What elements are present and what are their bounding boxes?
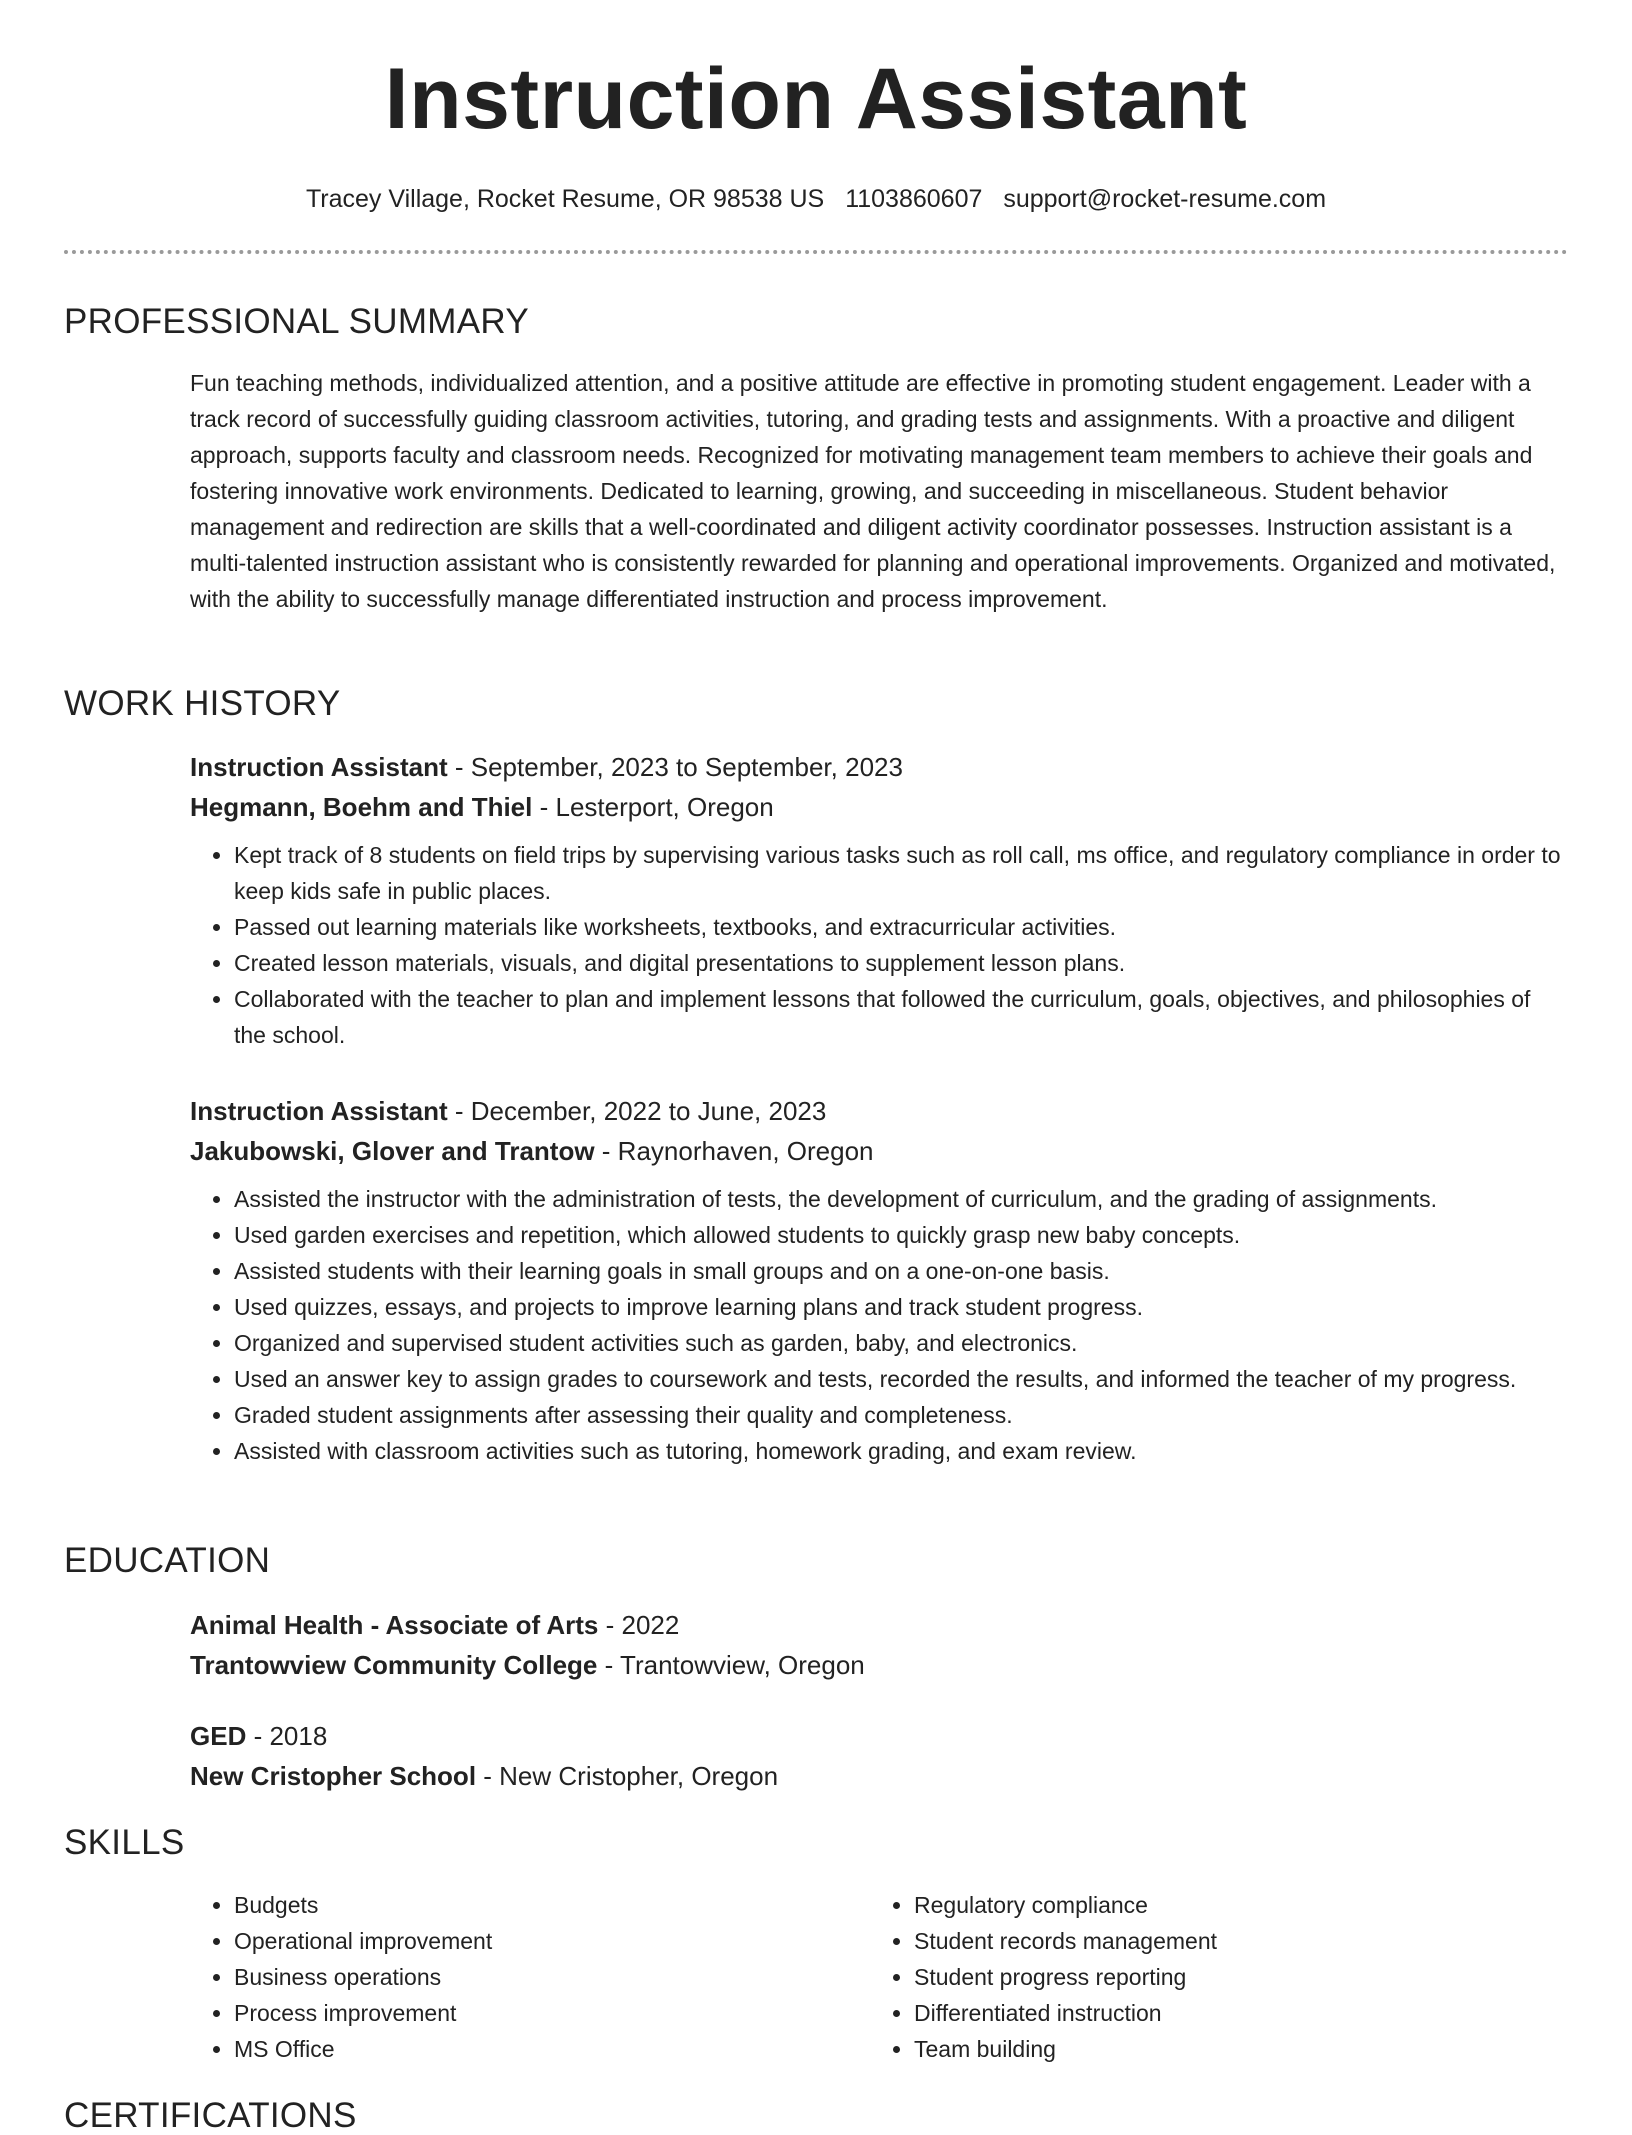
- skill-item: • Differentiated instruction: [914, 1995, 1217, 2031]
- summary-text: Fun teaching methods, individualized attention, and a positive attitude are effective in promoting student engagement. Leader with a track record of successfully guiding classroom activities, tutoring, and grading tests and assignments. With a proactive and diligent approach, supports faculty and classroom needs. Recognized for motivating management team members to achieve their goals and fostering innovative work environments. Dedicated to learning, growing, and succeeding in miscellaneous. Student behavior management and redirection are skills that a well-coordinated and diligent activity coordinator possesses. Instruction assistant is a multi-talented instruction assistant who is consistently rewarded for planning and operational improvements. Organized and motivated, with the ability to successfully manage differentiated instruction and process improvement.: [190, 370, 1556, 612]
- education-school: Trantowview Community College: [190, 1650, 598, 1680]
- job-bullet: • Kept track of 8 students on field trips by supervising various tasks such as roll call, ms office, and regulatory compliance in order to keep kids safe in public places.: [234, 837, 1562, 909]
- job-bullet: • Assisted the instructor with the administration of tests, the development of curriculum, and the grading of assignments.: [234, 1181, 1562, 1217]
- resume-name-heading: Instruction Assistant: [384, 51, 1248, 147]
- job-company: Hegmann, Boehm and Thiel: [190, 792, 533, 822]
- section-title-education: EDUCATION: [64, 1541, 271, 1580]
- section-title-certifications: CERTIFICATIONS: [64, 2096, 357, 2135]
- skill-item: • Budgets: [234, 1887, 492, 1923]
- skill-item: • Operational improvement: [234, 1923, 492, 1959]
- job-bullet: • Assisted students with their learning goals in small groups and on a one-on-one basis.: [234, 1253, 1562, 1289]
- contact-address: Tracey Village, Rocket Resume, OR 98538 US: [305, 185, 825, 213]
- education-school-line: [190, 1756, 1562, 1796]
- job-bullet: • Graded student assignments after assessing their quality and completeness.: [234, 1397, 1562, 1433]
- job-bullet: • Passed out learning materials like worksheets, textbooks, and extracurricular activities.: [234, 909, 1562, 945]
- job-bullet: • Collaborated with the teacher to plan and implement lessons that followed the curriculum, goals, objectives, and philosophies of the school.: [234, 981, 1562, 1053]
- education-school-line: [190, 1645, 1562, 1685]
- job-bullet: • Assisted with classroom activities such as tutoring, homework grading, and exam review.: [234, 1433, 1562, 1469]
- job-title-line: [190, 747, 1562, 787]
- skills-column-right: [870, 1887, 1217, 2067]
- education-year: - 2022: [598, 1610, 680, 1640]
- education-location: - New Cristopher, Oregon: [476, 1761, 779, 1791]
- section-title-summary: PROFESSIONAL SUMMARY: [64, 302, 529, 341]
- education-degree-line: [190, 1716, 1562, 1756]
- skill-item: • Regulatory compliance: [914, 1887, 1217, 1923]
- job-bullet: • Used garden exercises and repetition, which allowed students to quickly grasp new baby concepts.: [234, 1217, 1562, 1253]
- skill-item: • Team building: [914, 2031, 1217, 2067]
- contact-email: support@rocket-resume.com: [1003, 185, 1327, 213]
- education-entry: [190, 1716, 1562, 1796]
- skill-item: • Student progress reporting: [914, 1959, 1217, 1995]
- job-bullet: • Created lesson materials, visuals, and digital presentations to supplement lesson plans.: [234, 945, 1562, 981]
- skill-item: • Student records management: [914, 1923, 1217, 1959]
- education-year: - 2018: [246, 1721, 328, 1751]
- job-dates: - September, 2023 to September, 2023: [447, 752, 903, 782]
- education-degree-line: [190, 1605, 1562, 1645]
- job-title-line: [190, 1091, 1562, 1131]
- job-location: - Lesterport, Oregon: [532, 792, 774, 822]
- header-divider: [64, 250, 1568, 254]
- education-school: New Cristopher School: [190, 1761, 477, 1791]
- job-bullet: • Used an answer key to assign grades to coursework and tests, recorded the results, and informed the teacher of my progress.: [234, 1361, 1562, 1397]
- job-bullet: • Used quizzes, essays, and projects to improve learning plans and track student progress.: [234, 1289, 1562, 1325]
- job-bullets: [190, 1181, 1562, 1469]
- skill-item: • Business operations: [234, 1959, 492, 1995]
- job-bullets: [190, 837, 1562, 1053]
- job-bullet: • Organized and supervised student activities such as garden, baby, and electronics.: [234, 1325, 1562, 1361]
- section-title-work: WORK HISTORY: [64, 684, 341, 723]
- skills-column-left: [190, 1887, 492, 2067]
- summary-block: [190, 365, 1562, 617]
- job-title: Instruction Assistant: [190, 752, 448, 782]
- job-company: Jakubowski, Glover and Trantow: [190, 1136, 595, 1166]
- work-entry: [190, 1091, 1562, 1469]
- skill-item: • Process improvement: [234, 1995, 492, 2031]
- education-degree: Animal Health - Associate of Arts: [190, 1610, 599, 1640]
- job-dates: - December, 2022 to June, 2023: [447, 1096, 827, 1126]
- job-location: - Raynorhaven, Oregon: [594, 1136, 874, 1166]
- work-entry: [190, 747, 1562, 1053]
- job-company-line: [190, 1131, 1562, 1171]
- job-title: Instruction Assistant: [190, 1096, 448, 1126]
- education-location: - Trantowview, Oregon: [597, 1650, 865, 1680]
- education-degree: GED: [190, 1721, 247, 1751]
- education-entry: [190, 1605, 1562, 1685]
- contact-line: [0, 184, 1632, 214]
- contact-phone: 1103860607: [845, 185, 983, 213]
- skill-item: • MS Office: [234, 2031, 492, 2067]
- job-company-line: [190, 787, 1562, 827]
- section-title-skills: SKILLS: [64, 1823, 185, 1862]
